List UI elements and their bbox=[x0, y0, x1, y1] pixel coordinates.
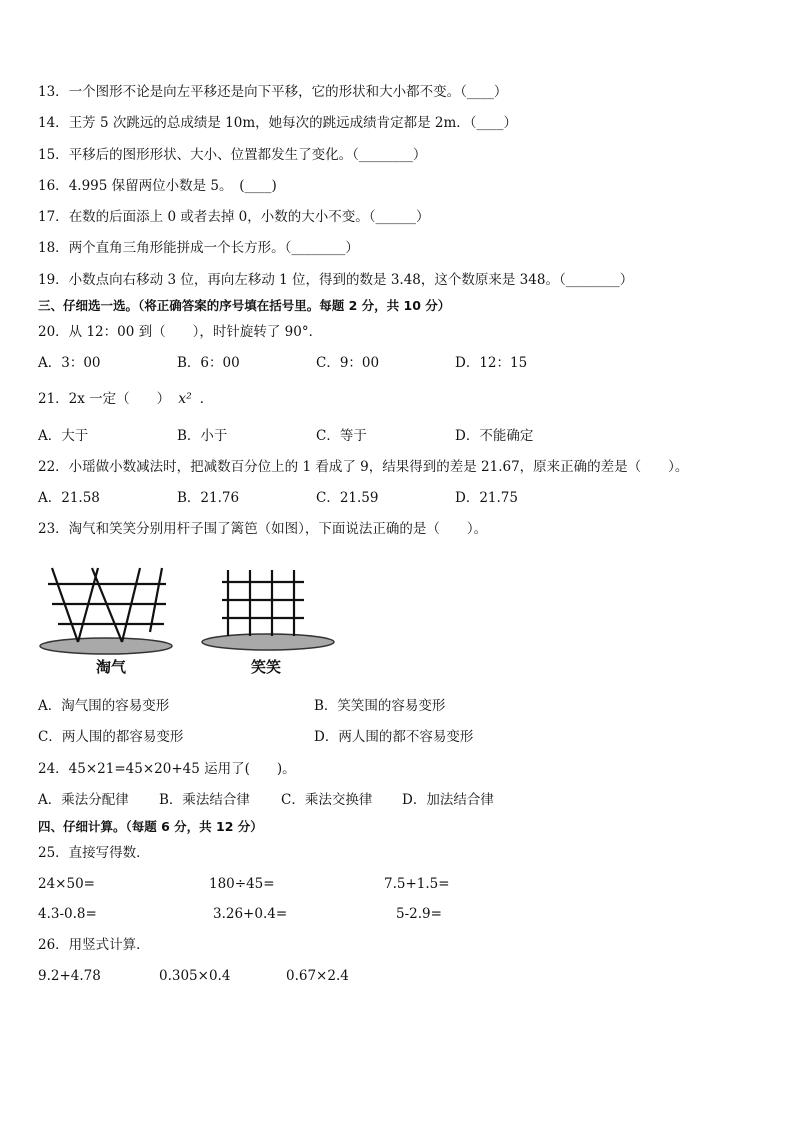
q23-option-d: D．两人围的都不容易变形 bbox=[314, 729, 474, 745]
q26-item-1: 9.2+4.78 bbox=[38, 968, 101, 984]
question-19 bbox=[38, 271, 633, 289]
q23-option-b: B．笑笑围的容易变形 bbox=[314, 698, 446, 714]
question-25: 25．直接写得数． bbox=[38, 845, 150, 861]
q20-option-c: C．9：00 bbox=[316, 355, 380, 371]
question-text: 在数的后面添上 0 或者去掉 0，小数的大小不变。（______） bbox=[68, 209, 430, 225]
q26-item-2: 0.305×0.4 bbox=[159, 968, 231, 984]
q20-option-b: B．6：00 bbox=[177, 355, 240, 371]
q25-item-1: 24×50= bbox=[38, 876, 95, 892]
q21-option-c: C．等于 bbox=[316, 428, 367, 444]
section-3-title: 三、仔细选一选。（将正确答案的序号填在括号里。每题 2 分，共 10 分） bbox=[38, 298, 451, 313]
q22-option-a: A．21.58 bbox=[38, 490, 100, 506]
question-26: 26．用竖式计算． bbox=[38, 937, 150, 953]
caption-xiaoxiao: 笑笑 bbox=[251, 658, 282, 676]
question-text: 两个直角三角形能拼成一个长方形。（________） bbox=[68, 240, 359, 256]
q22-option-b: B．21.76 bbox=[177, 490, 240, 506]
question-text: 21．2x 一定（ ） bbox=[38, 391, 171, 407]
question-number: 17． bbox=[38, 209, 69, 225]
q22-option-d: D．21.75 bbox=[455, 490, 518, 506]
question-number: 13． bbox=[38, 84, 69, 100]
q25-item-2: 180÷45= bbox=[209, 876, 275, 892]
question-number: 18． bbox=[38, 240, 69, 256]
question-number: 15． bbox=[38, 147, 69, 163]
question-text: 一个图形不论是向左平移还是向下平移，它的形状和大小都不变。（____） bbox=[68, 84, 508, 100]
question-15 bbox=[38, 146, 426, 164]
q23-option-a: A．淘气围的容易变形 bbox=[38, 698, 170, 714]
question-number: 14． bbox=[38, 115, 69, 131]
q22-option-c: C．21.59 bbox=[316, 490, 379, 506]
question-number: 16． bbox=[38, 178, 69, 194]
question-20: 20．从 12：00 到（ ），时针旋转了 90°． bbox=[38, 324, 323, 340]
q21-option-a: A．大于 bbox=[38, 428, 89, 444]
question-text: 4.995 保留两位小数是 5。 (____) bbox=[68, 178, 277, 194]
q24-option-b: B．乘法结合律 bbox=[159, 792, 250, 808]
q21-option-d: D．不能确定 bbox=[455, 428, 534, 444]
question-text: 王芳 5 次跳远的总成绩是 10m，她每次的跳远成绩肯定都是 2m．（____） bbox=[68, 115, 518, 131]
q25-item-5: 3.26+0.4= bbox=[213, 906, 288, 922]
question-23: 23．淘气和笑笑分别用杆子围了篱笆（如图），下面说法正确的是（ ）。 bbox=[38, 521, 488, 537]
question-22: 22．小瑶做小数减法时，把减数百分位上的 1 看成了 9，结果得到的差是 21.67，原来正确的差是（ ）。 bbox=[38, 459, 689, 475]
q20-option-d: D．12：15 bbox=[455, 355, 528, 371]
question-14 bbox=[38, 114, 517, 132]
question-21 bbox=[38, 390, 213, 408]
q26-item-3: 0.67×2.4 bbox=[286, 968, 349, 984]
question-24: 24．45×21=45×20+45 运用了( )。 bbox=[38, 761, 296, 777]
question-13 bbox=[38, 83, 507, 101]
question-16 bbox=[38, 177, 277, 195]
q20-option-a: A．3：00 bbox=[38, 355, 101, 371]
question-tail: ． bbox=[199, 391, 214, 407]
q24-option-d: D．加法结合律 bbox=[402, 792, 494, 808]
section-4-title: 四、仔细计算。（每题 6 分，共 12 分） bbox=[38, 819, 263, 834]
q25-item-3: 7.5+1.5= bbox=[384, 876, 450, 892]
question-17 bbox=[38, 208, 430, 226]
q24-option-a: A．乘法分配律 bbox=[38, 792, 129, 808]
q24-option-c: C．乘法交换律 bbox=[281, 792, 373, 808]
q25-item-6: 5-2.9= bbox=[396, 906, 442, 922]
x-squared: x² bbox=[178, 391, 192, 407]
q21-option-b: B．小于 bbox=[177, 428, 228, 444]
xiaoxiao-fence-figure bbox=[200, 562, 340, 662]
fence-base-shadow bbox=[202, 634, 334, 650]
question-number: 19． bbox=[38, 272, 69, 288]
q23-option-c: C．两人围的都容易变形 bbox=[38, 729, 184, 745]
question-18 bbox=[38, 239, 359, 257]
caption-taoqi: 淘气 bbox=[96, 658, 127, 676]
fence-base-shadow bbox=[40, 638, 172, 654]
fence-grid bbox=[222, 570, 304, 636]
taoqi-fence-figure bbox=[38, 562, 178, 662]
q25-item-4: 4.3-0.8= bbox=[38, 906, 97, 922]
question-text: 平移后的图形形状、大小、位置都发生了变化。（________） bbox=[68, 147, 427, 163]
question-text: 小数点向右移动 3 位，再向左移动 1 位，得到的数是 3.48，这个数原来是 348。（________） bbox=[68, 272, 634, 288]
